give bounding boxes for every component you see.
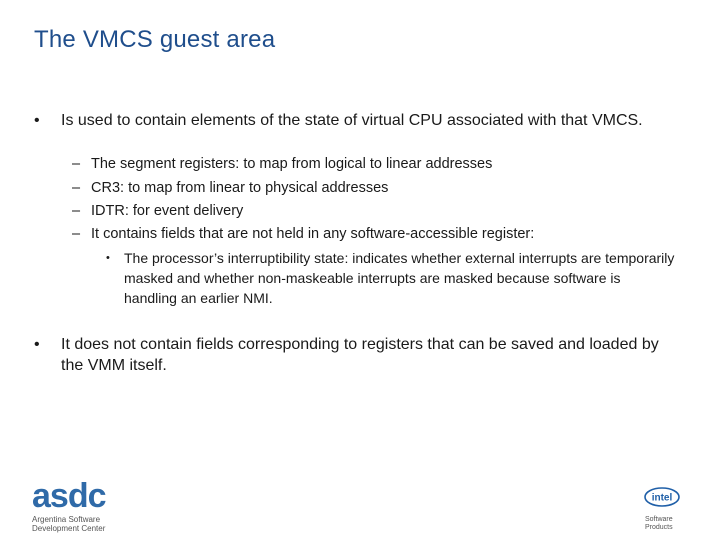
bullet-marker: • <box>106 252 110 264</box>
slide-title: The VMCS guest area <box>34 26 276 53</box>
sub-bullet-text: IDTR: for event delivery <box>91 203 244 219</box>
bullet-1-text: Is used to contain elements of the state of virtual CPU associated with that VMCS. <box>61 112 643 129</box>
dash-marker: – <box>72 203 81 219</box>
sub-sub-bullet-text: The processor’s interruptibility state: indicates whether external interrupts are temporarily masked and whether non-maskeable interrupts are masked because software is handling an earlier NMI. <box>124 250 675 306</box>
dash-marker: – <box>72 226 81 242</box>
dash-marker: – <box>72 156 81 172</box>
intel-logo-text: intel <box>651 492 673 504</box>
bullet-2-text: It does not contain fields corresponding to registers that can be saved and loaded by the VMM itself. <box>61 336 659 374</box>
bullet-marker: • <box>34 112 40 129</box>
intel-logo-subtitle: Software Products <box>645 516 673 531</box>
sub-bullet-text: CR3: to map from linear to physical addresses <box>91 180 389 196</box>
sub-bullet-text: It contains fields that are not held in any software-accessible register: <box>91 226 535 242</box>
asdc-logo <box>32 477 112 533</box>
asdc-logo-subtitle: Argentina Software Development Center <box>32 515 106 533</box>
bullet-marker: • <box>34 336 40 353</box>
dash-marker: – <box>72 180 81 196</box>
asdc-logo-text: asdc <box>32 477 106 515</box>
sub-bullet-text: The segment registers: to map from logical to linear addresses <box>91 156 493 172</box>
